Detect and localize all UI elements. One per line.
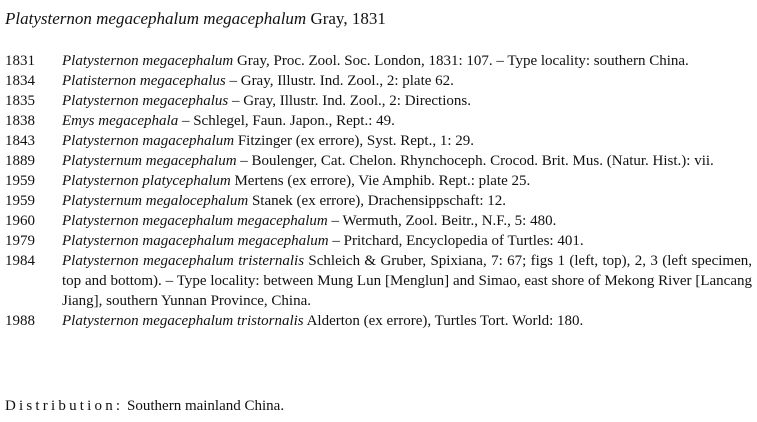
synonym-row [5,91,752,111]
synonym-name: Emys megacephala [62,113,179,129]
synonym-entry [62,111,752,131]
synonym-row [5,251,752,311]
synonym-year: 1960 [5,213,35,229]
synonym-year: 1835 [5,93,35,109]
synonym-entry [62,71,752,91]
synonym-citation: – Gray, Illustr. Ind. Zool., 2: plate 62. [225,73,454,89]
synonym-year: 1979 [5,233,35,249]
synonym-entry [62,151,752,171]
distribution-label: Distribution: [5,398,124,414]
synonym-entry [62,91,752,111]
synonym-citation: Mertens (ex errore), Vie Amphib. Rept.: plate 25. [230,173,531,189]
synonym-year: 1959 [5,193,35,209]
distribution-line [5,396,284,416]
synonym-entry [62,171,752,191]
distribution-text: Southern mainland China. [123,398,285,414]
synonym-year: 1838 [5,113,35,129]
synonym-entry [62,191,752,211]
synonym-citation: Fitzinger (ex errore), Syst. Rept., 1: 29. [234,133,475,149]
synonym-name: Platysternon megacephalum megacephalum [62,213,328,229]
synonym-year: 1831 [5,53,35,69]
synonym-row [5,191,752,211]
synonym-row [5,171,752,191]
synonym-name: Platysternon megacephalum [62,53,234,69]
synonym-name: Platysternon magacephalum megacephalum [62,233,329,249]
synonym-citation: – Boulenger, Cat. Chelon. Rhynchoceph. Crocod. Brit. Mus. (Natur. Hist.): vii. [236,153,714,169]
synonym-name: Platysternon megacephalum tristornalis [62,313,304,329]
synonym-citation: – Schlegel, Faun. Japon., Rept.: 49. [178,113,395,129]
synonym-year: 1843 [5,133,35,149]
taxon-heading [5,8,386,30]
synonym-row [5,51,752,71]
synonym-row [5,151,752,171]
synonym-entry [62,311,752,331]
synonym-name: Platysternon megacephalus [62,93,229,109]
synonym-name: Platysternon platycephalum [62,173,231,189]
synonym-row [5,231,752,251]
synonym-name: Platysternum megacephalum [62,153,237,169]
synonym-row [5,211,752,231]
synonym-year: 1889 [5,153,35,169]
taxon-name: Platysternon megacephalum megacephalum [5,9,307,28]
synonym-row [5,311,752,331]
synonym-entry [62,131,752,151]
synonym-year: 1988 [5,313,35,329]
synonym-year: 1984 [5,253,35,269]
synonym-year: 1959 [5,173,35,189]
synonym-citation: Alderton (ex errore), Turtles Tort. World: 180. [303,313,584,329]
synonym-row [5,131,752,151]
synonym-citation: Gray, Proc. Zool. Soc. London, 1831: 107. – Type locality: southern China. [233,53,689,69]
synonym-entry [62,211,752,231]
synonym-citation: Schleich & Gruber, Spixiana, 7: 67; figs 1 (left, top), 2, 3 (left specimen, top and bottom). – Type locality: between Mung Lun [Menglun] and Simao, east shore of Mekong River [Lancang Jiang], southern Yunnan Province, China. [62,253,752,309]
synonym-year: 1834 [5,73,35,89]
synonym-citation: – Pritchard, Encyclopedia of Turtles: 401. [328,233,584,249]
synonym-name: Platysternon megacephalum tristernalis [62,253,305,269]
synonym-name: Platysternum megalocephalum [62,193,249,209]
synonym-name: Platysternon magacephalum [62,133,235,149]
synonym-entry [62,231,752,251]
synonym-name: Platisternon megacephalus [62,73,226,89]
synonym-entry [62,251,752,311]
synonym-citation: – Wermuth, Zool. Beitr., N.F., 5: 480. [327,213,557,229]
synonym-row [5,71,752,91]
synonymy-list [5,51,752,331]
synonym-row [5,111,752,131]
synonym-entry [62,51,752,71]
synonym-citation: – Gray, Illustr. Ind. Zool., 2: Directions. [228,93,471,109]
synonym-citation: Stanek (ex errore), Drachensippschaft: 12. [248,193,507,209]
taxon-authority: Gray, 1831 [306,9,386,28]
